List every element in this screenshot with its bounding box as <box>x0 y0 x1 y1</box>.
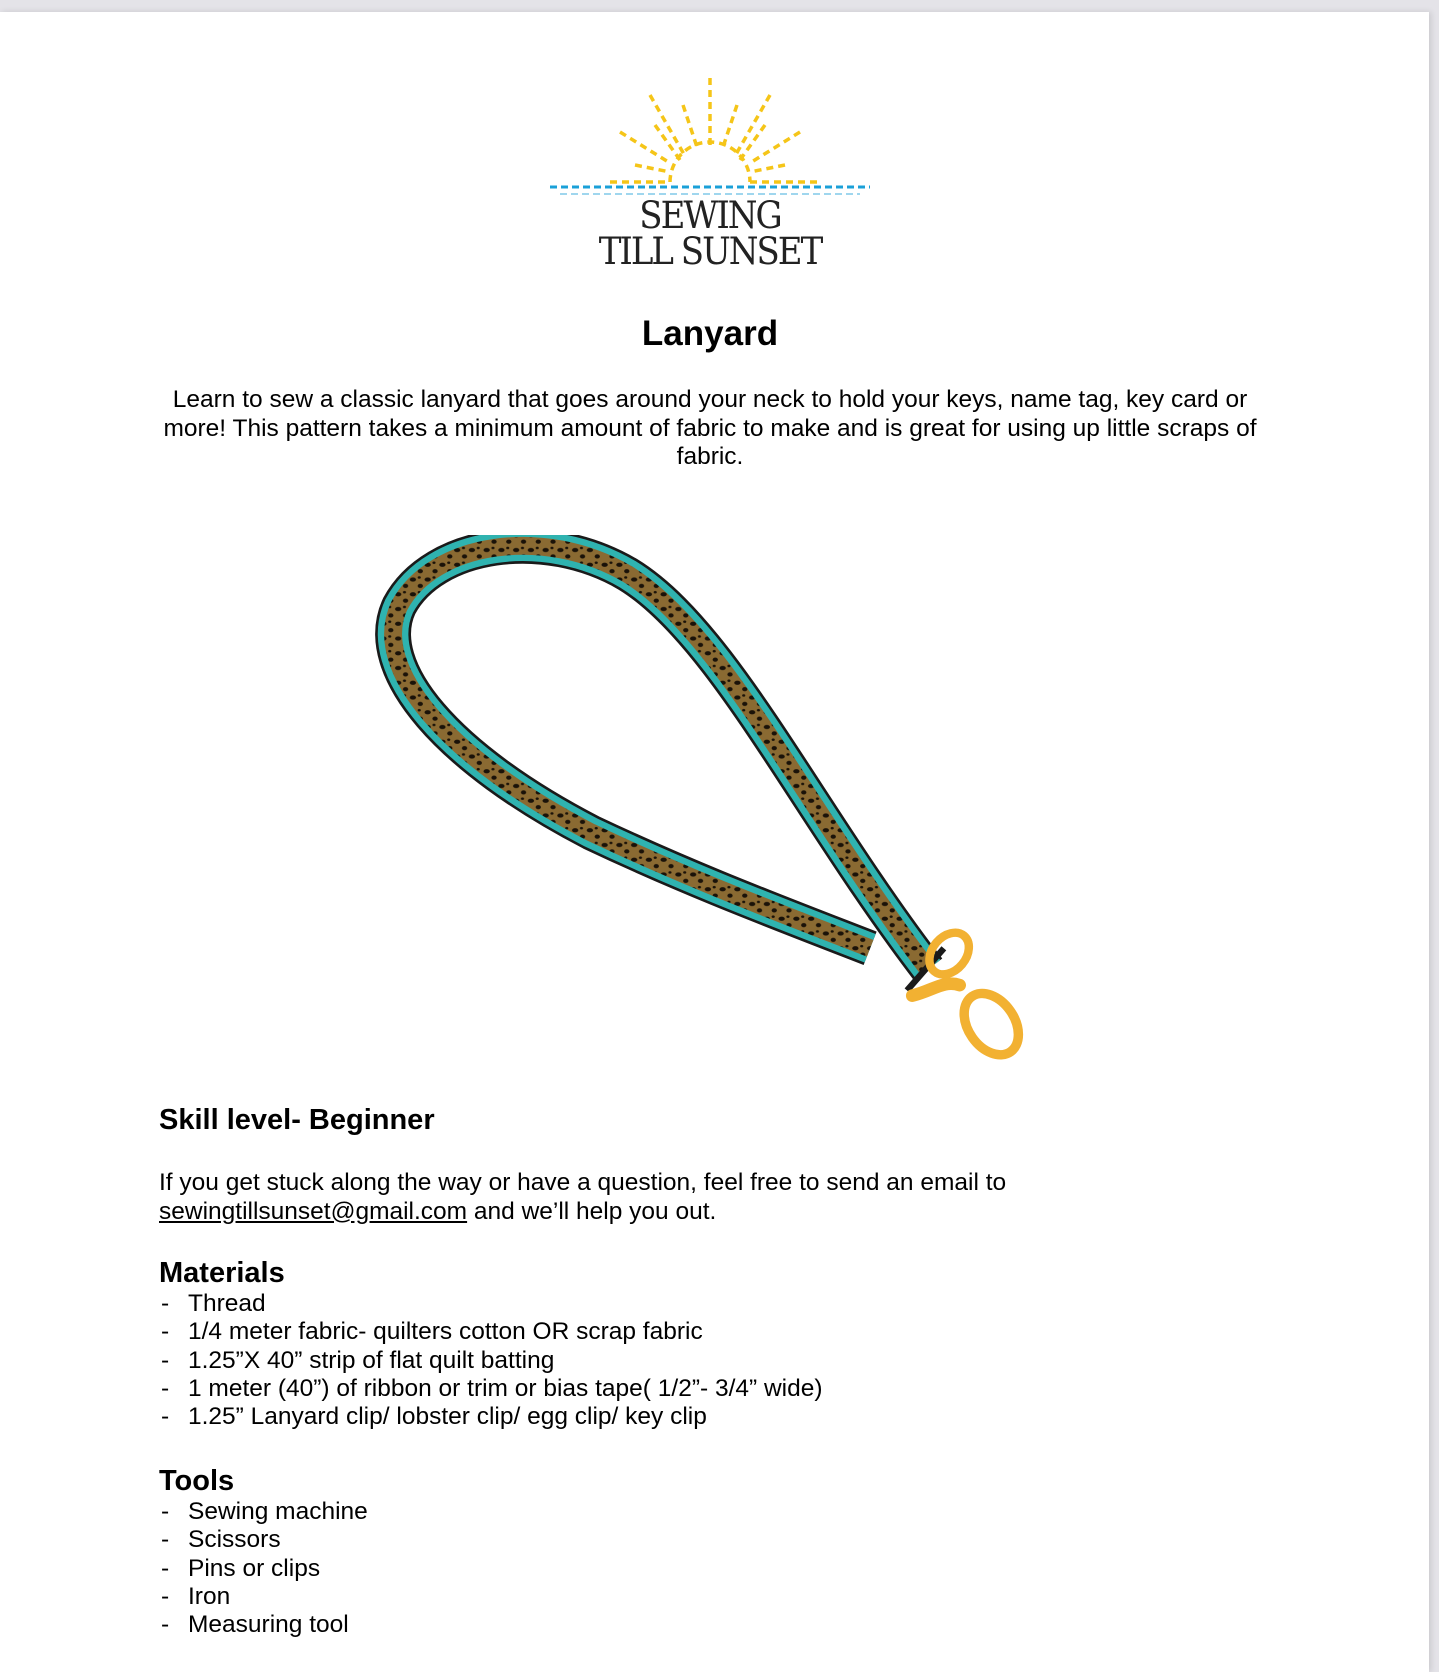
clip-ring-icon <box>921 925 977 982</box>
materials-list <box>159 1290 823 1431</box>
list-item: - 1 meter (40”) of ribbon or trim or bias tape( 1/2”- 3/4” wide) <box>159 1375 823 1403</box>
tools-heading: Tools <box>159 1465 235 1497</box>
materials-heading: Materials <box>159 1257 285 1289</box>
list-item: - Thread <box>159 1290 823 1318</box>
logo-line2: TILL SUNSET <box>598 230 822 274</box>
email-link[interactable]: sewingtillsunset@gmail.com <box>159 1197 468 1225</box>
help-text: If you get stuck along the way or have a question, feel free to send an email to <box>159 1169 1007 1196</box>
list-item: - 1/4 meter fabric- quilters cotton OR scrap fabric <box>159 1318 823 1346</box>
skill-level-heading: Skill level- Beginner <box>159 1104 435 1136</box>
list-item: - Pins or clips <box>159 1555 368 1583</box>
sunset-icon <box>540 70 880 210</box>
lanyard-illustration <box>375 535 1045 1075</box>
page-title: Lanyard <box>641 314 779 353</box>
list-item: - Iron <box>159 1583 368 1611</box>
list-item: - Sewing machine <box>159 1498 368 1526</box>
sewing-till-sunset-logo <box>540 70 880 280</box>
list-item: - Measuring tool <box>159 1611 368 1639</box>
logo-line1: SEWING <box>639 194 781 238</box>
list-item: - 1.25”X 40” strip of flat quilt batting <box>159 1347 823 1375</box>
list-item: - 1.25” Lanyard clip/ lobster clip/ egg clip/ key clip <box>159 1403 823 1431</box>
help-text-end: and we’ll help you out. <box>467 1197 717 1225</box>
list-item: - Scissors <box>159 1526 368 1554</box>
intro-paragraph: Learn to sew a classic lanyard that goes around your neck to hold your keys, name tag, key card or more! This pattern takes a minimum amount of fabric to make and is great for using up little scraps of fabric. <box>163 386 1257 470</box>
tools-list <box>159 1498 368 1639</box>
help-paragraph <box>159 1169 1159 1226</box>
clip-hook-icon <box>953 983 1030 1065</box>
